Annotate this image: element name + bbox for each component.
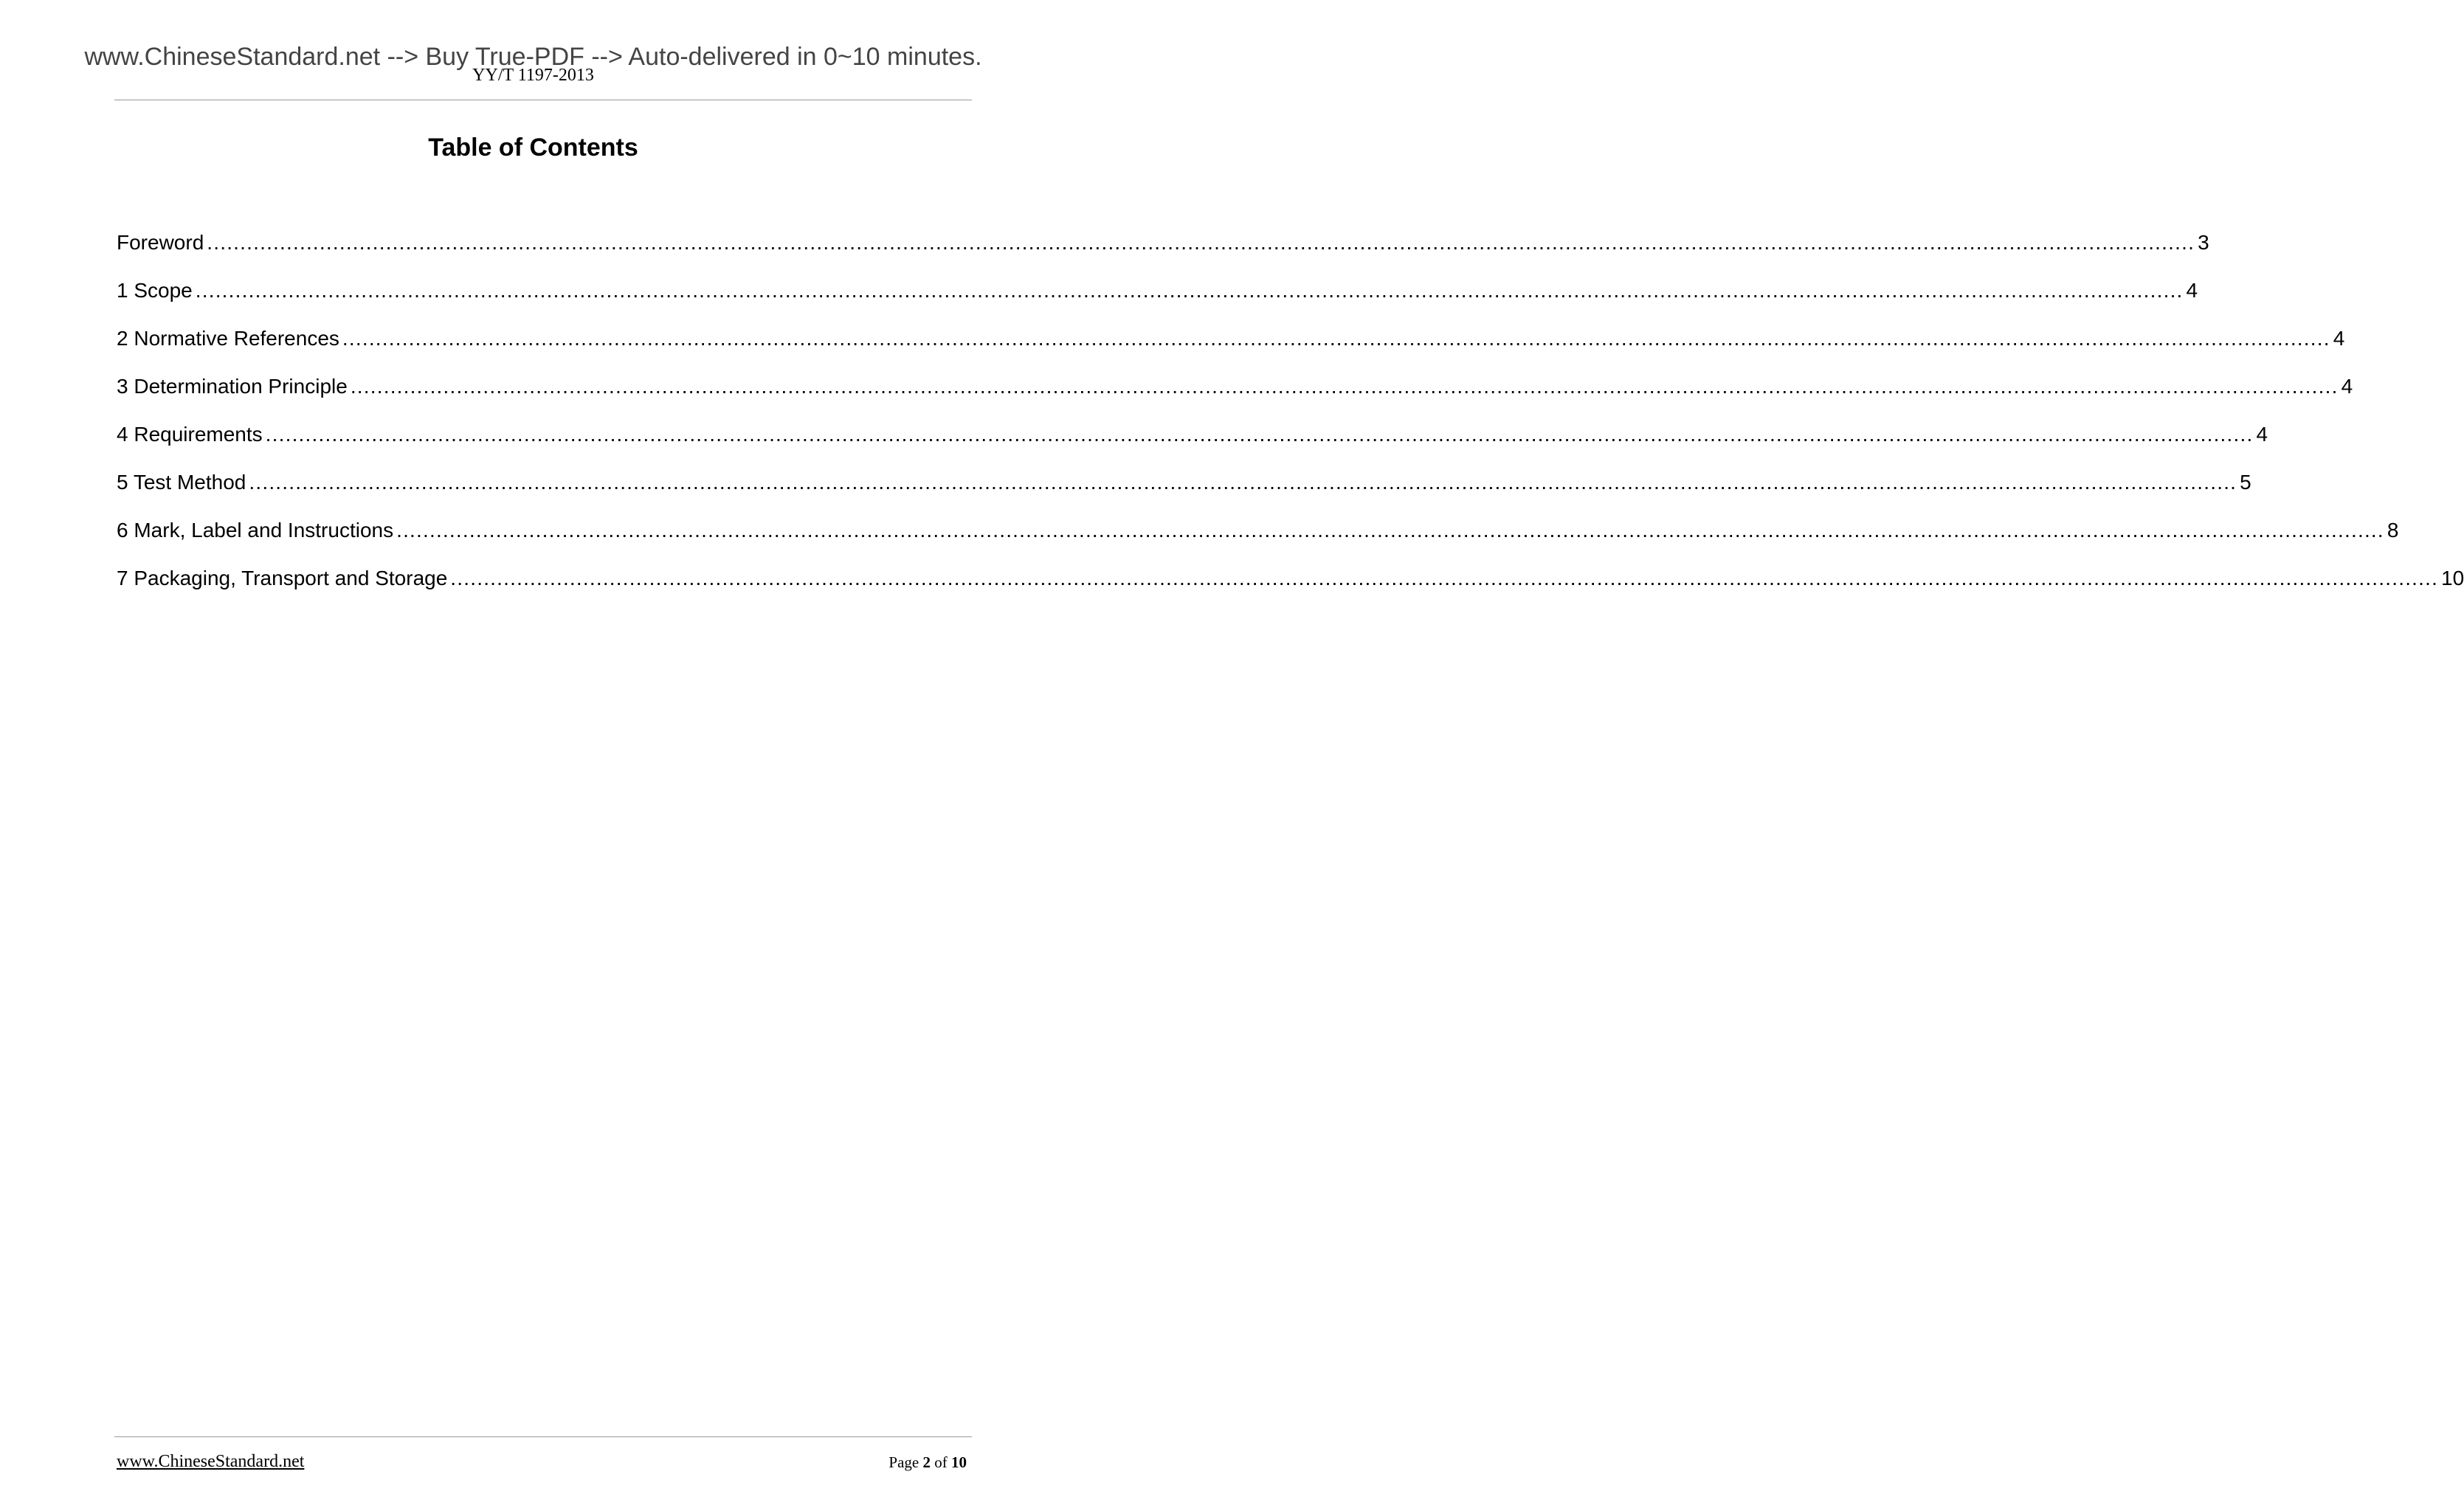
toc-entry-determination-principle[interactable] [117, 374, 2353, 422]
page-word: Page [888, 1453, 919, 1471]
dot-leader: ............................................................................................................................................................................................................................................................................................................ [195, 279, 2184, 302]
dot-leader: ............................................................................................................................................................................................................................................................................................................ [265, 423, 2254, 446]
dot-leader: ............................................................................................................................................................................................................................................................................................................ [207, 231, 2195, 254]
toc-entry-label: 5 Test Method [117, 471, 246, 494]
toc-entry-scope[interactable] [117, 278, 2198, 326]
toc-entry-page: 4 [2256, 423, 2268, 446]
page-total: 10 [951, 1453, 967, 1471]
page-number [888, 1452, 967, 1473]
toc-entry-page: 10 [2441, 567, 2464, 589]
page-current: 2 [922, 1453, 931, 1471]
toc-entry-label: 3 Determination Principle [117, 375, 348, 398]
toc-entry-label: 4 Requirements [117, 423, 263, 446]
dot-leader: ............................................................................................................................................................................................................................................................................................................ [350, 375, 2339, 398]
toc-entry-normative-references[interactable] [117, 326, 2345, 374]
toc-title: Table of Contents [428, 134, 638, 162]
toc-entry-packaging-transport-storage[interactable] [117, 566, 2464, 614]
dot-leader: ............................................................................................................................................................................................................................................................................................................ [249, 471, 2237, 494]
toc-entry-label: 2 Normative References [117, 327, 339, 350]
toc-entry-page: 3 [2198, 231, 2209, 254]
toc-entry-page: 8 [2387, 519, 2399, 542]
toc-entry-label: 6 Mark, Label and Instructions [117, 519, 394, 542]
toc-entry-requirements[interactable] [117, 422, 2268, 470]
toc-entry-page: 4 [2341, 375, 2353, 398]
toc-entry-page: 4 [2186, 279, 2198, 302]
toc-entry-foreword[interactable] [117, 230, 2209, 278]
dot-leader: ............................................................................................................................................................................................................................................................................................................ [396, 519, 2384, 542]
site-banner: www.ChineseStandard.net --> Buy True-PDF --> Auto-delivered in 0~10 minutes. [84, 43, 982, 71]
dot-leader: ............................................................................................................................................................................................................................................................................................................ [450, 567, 2439, 589]
toc-entry-label: Foreword [117, 231, 204, 254]
toc-entry-page: 5 [2240, 471, 2251, 494]
toc-entry-mark-label-instructions[interactable] [117, 518, 2399, 566]
toc-entry-test-method[interactable] [117, 470, 2251, 518]
toc-entry-label: 7 Packaging, Transport and Storage [117, 567, 448, 589]
footer-divider [114, 1436, 972, 1437]
toc-entry-page: 4 [2333, 327, 2345, 350]
dot-leader: ............................................................................................................................................................................................................................................................................................................ [342, 327, 2330, 350]
toc-entry-label: 1 Scope [117, 279, 193, 302]
table-of-contents [117, 230, 2464, 614]
document-code: YY/T 1197-2013 [472, 66, 594, 85]
page-of: of [934, 1453, 948, 1471]
footer-site-link[interactable]: www.ChineseStandard.net [117, 1452, 305, 1471]
